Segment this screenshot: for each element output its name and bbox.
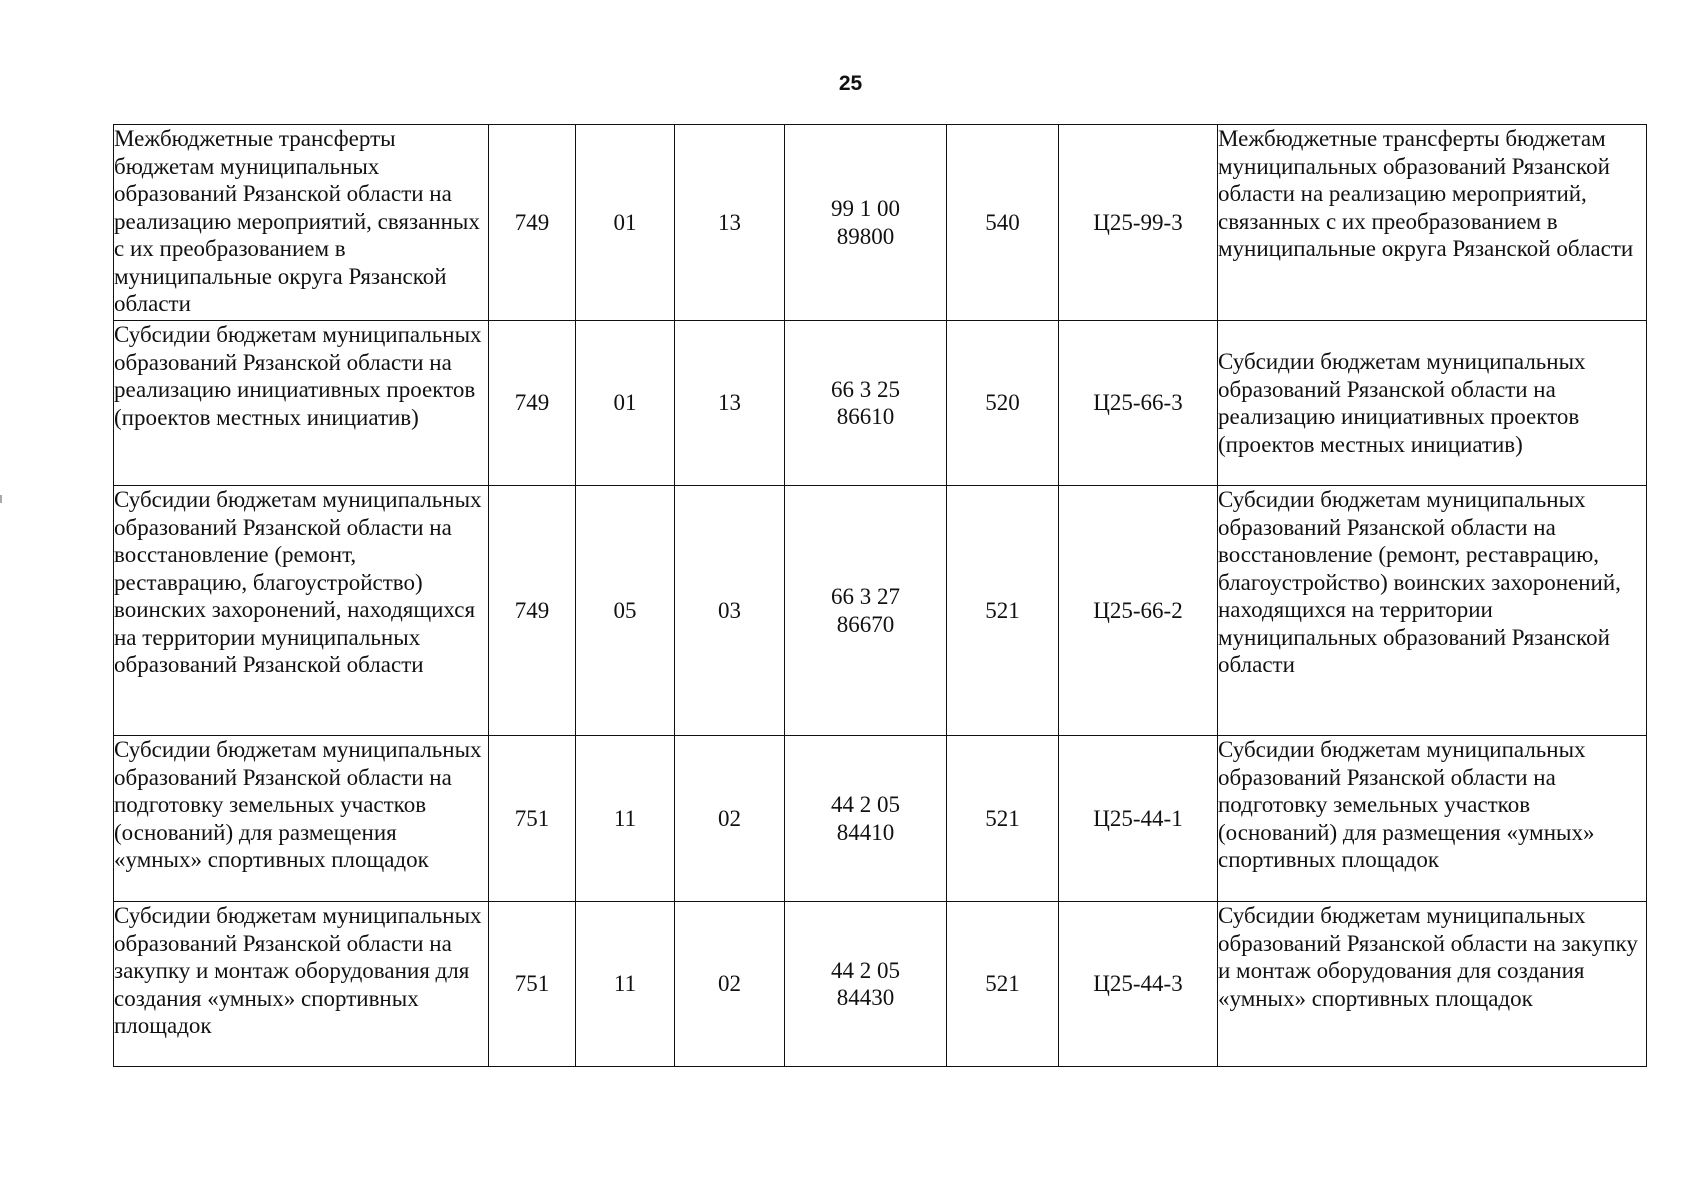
ministry-code: 749 [489, 486, 576, 736]
table-row [114, 321, 1647, 486]
target-article-code: 44 2 05 84430 [785, 902, 947, 1067]
row-description: Субсидии бюджетам муниципальных образований Рязанской области на реализацию инициативных проектов (проектов местных инициатив) [114, 321, 489, 486]
purpose-code-description: Субсидии бюджетам муниципальных образований Рязанской области на подготовку земельных участков (оснований) для размещения «умных» спортивных площадок [1218, 736, 1647, 902]
subsection-code: 13 [675, 125, 785, 321]
target-article-code: 44 2 05 84410 [785, 736, 947, 902]
table-row [114, 902, 1647, 1067]
expense-type-code: 521 [947, 736, 1059, 902]
page-number: 25 [838, 72, 863, 95]
ministry-code: 751 [489, 902, 576, 1067]
subsection-code: 03 [675, 486, 785, 736]
row-description: Субсидии бюджетам муниципальных образований Рязанской области на восстановление (ремонт, реставрацию, благоустройство) воинских захоронений, находящихся на территории муниципальных образований Рязанской области [114, 486, 489, 736]
target-article-code: 66 3 27 86670 [785, 486, 947, 736]
scan-mark [0, 495, 2, 503]
expense-type-code: 540 [947, 125, 1059, 321]
ministry-code: 751 [489, 736, 576, 902]
expense-type-code: 521 [947, 486, 1059, 736]
table-row [114, 736, 1647, 902]
row-description: Субсидии бюджетам муниципальных образований Рязанской области на подготовку земельных участков (оснований) для размещения «умных» спортивных площадок [114, 736, 489, 902]
purpose-code: Ц25-66-3 [1059, 321, 1218, 486]
section-code: 05 [576, 486, 675, 736]
purpose-code: Ц25-44-3 [1059, 902, 1218, 1067]
budget-codes-table [113, 124, 1647, 1067]
table-row [114, 125, 1647, 321]
section-code: 01 [576, 125, 675, 321]
subsection-code: 02 [675, 736, 785, 902]
purpose-code: Ц25-44-1 [1059, 736, 1218, 902]
section-code: 11 [576, 736, 675, 902]
purpose-code-description: Субсидии бюджетам муниципальных образований Рязанской области на реализацию инициативных проектов (проектов местных инициатив) [1218, 321, 1647, 486]
purpose-code-description: Межбюджетные трансферты бюджетам муниципальных образований Рязанской области на реализацию мероприятий, связанных с их преобразованием в муниципальные округа Рязанской области [1218, 125, 1647, 321]
subsection-code: 02 [675, 902, 785, 1067]
expense-type-code: 520 [947, 321, 1059, 486]
row-description: Межбюджетные трансферты бюджетам муниципальных образований Рязанской области на реализацию мероприятий, связанных с их преобразованием в муниципальные округа Рязанской области [114, 125, 489, 321]
ministry-code: 749 [489, 125, 576, 321]
section-code: 01 [576, 321, 675, 486]
ministry-code: 749 [489, 321, 576, 486]
section-code: 11 [576, 902, 675, 1067]
expense-type-code: 521 [947, 902, 1059, 1067]
target-article-code: 66 3 25 86610 [785, 321, 947, 486]
purpose-code: Ц25-66-2 [1059, 486, 1218, 736]
table-row [114, 486, 1647, 736]
purpose-code-description: Субсидии бюджетам муниципальных образований Рязанской области на восстановление (ремонт, реставрацию, благоустройство) воинских захоронений, находящихся на территории муниципальных образований Рязанской области [1218, 486, 1647, 736]
purpose-code-description: Субсидии бюджетам муниципальных образований Рязанской области на закупку и монтаж оборудования для создания «умных» спортивных площадок [1218, 902, 1647, 1067]
purpose-code: Ц25-99-3 [1059, 125, 1218, 321]
subsection-code: 13 [675, 321, 785, 486]
target-article-code: 99 1 00 89800 [785, 125, 947, 321]
row-description: Субсидии бюджетам муниципальных образований Рязанской области на закупку и монтаж оборудования для создания «умных» спортивных площадок [114, 902, 489, 1067]
